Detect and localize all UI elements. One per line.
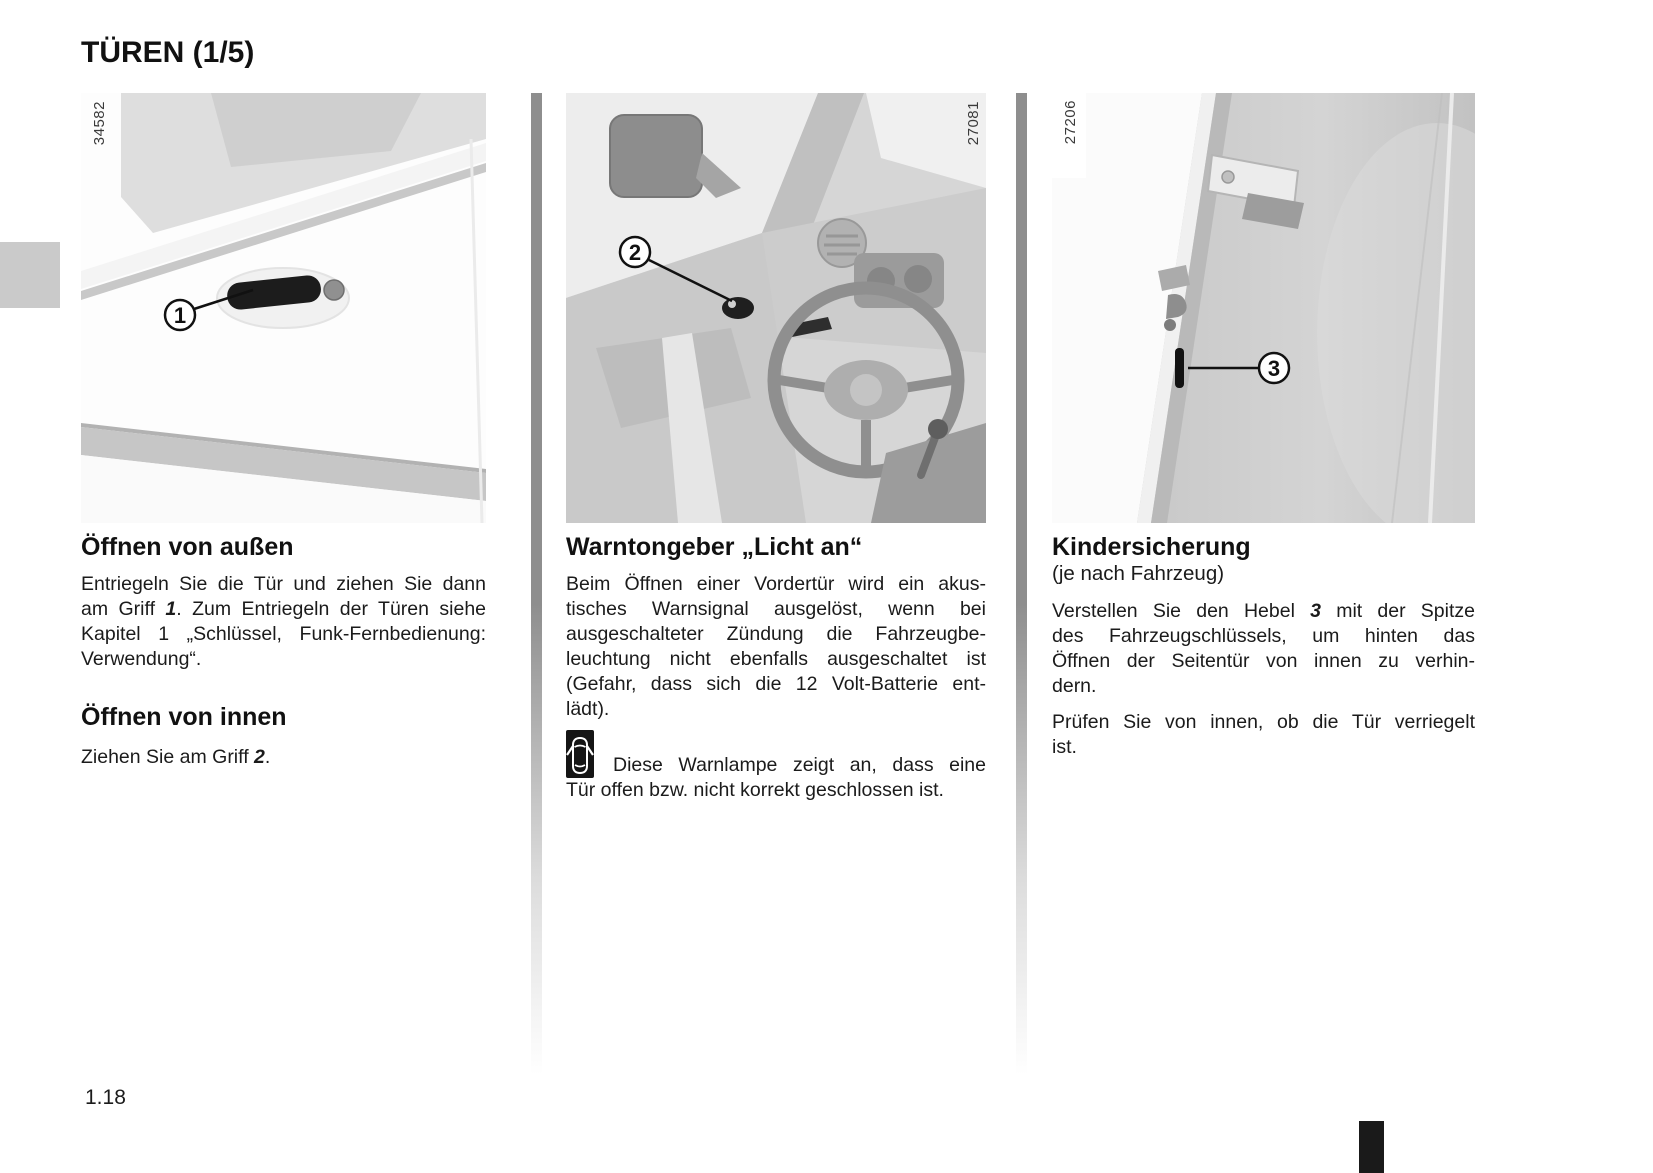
text-line bbox=[81, 745, 486, 770]
text-line bbox=[81, 622, 486, 647]
text-segment: Öffnen der Seitentür von innen zu verhin- bbox=[1052, 650, 1475, 672]
text-line bbox=[566, 753, 986, 778]
text-segment: des Fahrzeugschlüssels, um hinten das bbox=[1052, 625, 1475, 647]
chapter-tab-marker bbox=[0, 242, 60, 308]
side-mirror bbox=[610, 115, 702, 197]
text-segment: Verstellen Sie den Hebel bbox=[1052, 600, 1311, 622]
heading-open-from-outside: Öffnen von außen bbox=[81, 533, 294, 561]
text-segment: lädt). bbox=[566, 698, 610, 720]
text-line bbox=[566, 647, 986, 672]
text-segment: Verwendung“. bbox=[81, 648, 202, 670]
door-lock-cylinder bbox=[324, 280, 344, 300]
text-line bbox=[81, 597, 486, 622]
text-segment: Entriegeln Sie die Tür und ziehen Sie dann bbox=[81, 573, 486, 595]
subheading-depending-on-vehicle: (je nach Fahrzeug) bbox=[1052, 562, 1225, 585]
figure-child-lock bbox=[1052, 93, 1475, 523]
page-title: TÜREN (1/5) bbox=[81, 36, 255, 69]
text-segment: . bbox=[264, 746, 271, 768]
text-segment: (Gefahr, dass sich die 12 Volt-Batterie ent- bbox=[566, 673, 986, 695]
ref-number: 2 bbox=[254, 746, 265, 768]
heading-open-from-inside: Öffnen von innen bbox=[81, 703, 287, 731]
corner-print-mark bbox=[1359, 1121, 1384, 1173]
text-segment: leuchtung nicht ebenfalls ausgeschaltet ist bbox=[566, 648, 986, 670]
text-line bbox=[81, 572, 486, 597]
text-line bbox=[566, 572, 986, 597]
photo-id-label: 34582 bbox=[91, 101, 108, 146]
text-line bbox=[566, 672, 986, 697]
interior-door-handle bbox=[722, 297, 754, 319]
callout-2-label: 2 bbox=[628, 240, 642, 265]
column-divider bbox=[531, 93, 542, 1075]
page-number: 1.18 bbox=[85, 1086, 126, 1109]
paragraph-child-lock-1 bbox=[1052, 599, 1475, 699]
warning-lamp-note bbox=[566, 730, 986, 803]
text-segment: . Zum Entriegeln der Türen siehe bbox=[176, 598, 487, 620]
text-line bbox=[1052, 649, 1475, 674]
text-segment: Diese Warnlampe zeigt an, dass eine bbox=[613, 754, 986, 776]
door-open-warning-lamp-icon bbox=[566, 730, 594, 778]
text-segment: am Griff bbox=[81, 598, 166, 620]
door-interior-photo bbox=[566, 93, 986, 523]
text-segment: Tür offen bzw. nicht korrekt geschlossen ist. bbox=[566, 779, 944, 801]
child-lock-photo bbox=[1052, 93, 1475, 523]
text-segment: ausgeschalteter Zündung die Fahrzeugbe- bbox=[566, 623, 986, 645]
photo-id-label: 27081 bbox=[965, 101, 982, 146]
text-segment: ist. bbox=[1052, 736, 1077, 758]
text-line bbox=[566, 622, 986, 647]
text-segment: Prüfen Sie von innen, ob die Tür verriegelt bbox=[1052, 711, 1475, 733]
text-line bbox=[1052, 735, 1475, 760]
door-exterior-photo bbox=[81, 93, 486, 523]
text-line bbox=[1052, 599, 1475, 624]
heading-child-lock: Kindersicherung bbox=[1052, 533, 1251, 561]
column-divider bbox=[1016, 93, 1027, 1075]
text-line bbox=[566, 597, 986, 622]
text-line bbox=[566, 778, 986, 803]
ref-number: 3 bbox=[1310, 600, 1321, 622]
callout-1-label: 1 bbox=[173, 303, 187, 328]
paragraph-open-from-outside bbox=[81, 572, 486, 672]
heading-warning-buzzer: Warntongeber „Licht an“ bbox=[566, 533, 863, 561]
callout-3-label: 3 bbox=[1267, 356, 1281, 381]
text-segment: tisches Warnsignal ausgelöst, wenn bei bbox=[566, 598, 986, 620]
child-lock-lever bbox=[1175, 348, 1184, 388]
text-segment: mit der Spitze bbox=[1321, 600, 1475, 622]
text-segment: Ziehen Sie am Griff bbox=[81, 746, 255, 768]
paragraph-warning-lamp bbox=[566, 753, 986, 803]
paragraph-open-from-inside bbox=[81, 745, 486, 770]
figure-door-exterior bbox=[81, 93, 486, 523]
paragraph-warning-buzzer bbox=[566, 572, 986, 722]
ref-number: 1 bbox=[165, 598, 177, 620]
figure-door-interior bbox=[566, 93, 986, 523]
photo-id-label: 27206 bbox=[1062, 100, 1079, 145]
text-line bbox=[1052, 624, 1475, 649]
text-line bbox=[81, 647, 486, 672]
text-segment: Beim Öffnen einer Vordertür wird ein akus- bbox=[566, 573, 986, 595]
text-line bbox=[566, 697, 986, 722]
text-segment: Kapitel 1 „Schlüssel, Funk-Fernbedienung: bbox=[81, 623, 486, 645]
text-line bbox=[1052, 710, 1475, 735]
text-line bbox=[1052, 674, 1475, 699]
text-segment: dern. bbox=[1052, 675, 1097, 697]
paragraph-child-lock-2 bbox=[1052, 710, 1475, 760]
